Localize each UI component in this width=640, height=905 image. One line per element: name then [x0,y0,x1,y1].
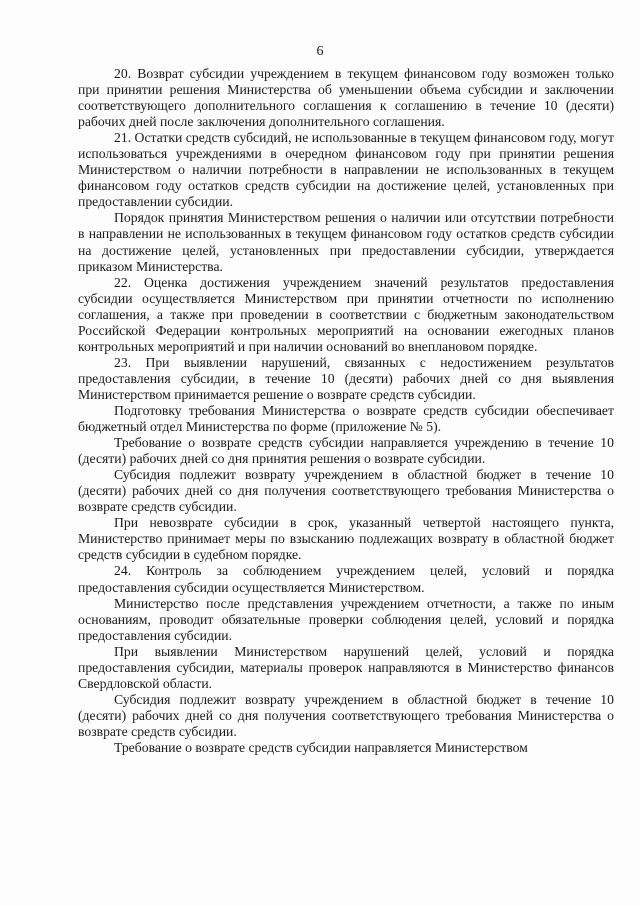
document-body [78,66,614,756]
paragraph-23-return: Субсидия подлежит возврату учреждением в областной бюджет в течение 10 (десяти) рабочих дней со дня получения соответствующего требования Министерства о возврате средств субсидии. [78,467,614,515]
paragraph-24-requirement: Требование о возврате средств субсидии направляется Министерством [114,739,528,755]
paragraph-23-nonreturn: При невозврате субсидии в срок, указанный четвертой настоящего пункта, Министерство принимает меры по взысканию подлежащих возврату в областной бюджет средств субсидии в судебном порядке. [78,515,614,563]
paragraph-20: 20. Возврат субсидии учреждением в текущем финансовом году возможен только при принятии решения Министерства об уменьшении объема субсидии и заключении соответствующего дополнительного соглашения к соглашению в течение 10 (десяти) рабочих дней после заключения дополнительного соглашения. [78,66,614,130]
paragraph-23-requirement: Требование о возврате средств субсидии направляется учреждению в течение 10 (десяти) рабочих дней со дня принятия решения о возврате субсидии. [78,435,614,467]
paragraph-23: 23. При выявлении нарушений, связанных с недостижением результатов предоставления субсидии, в течение 10 (десяти) рабочих дней со дня выявления Министерством принимается решение о возврате средств субсидии. [78,354,614,402]
paragraph-24: 24. Контроль за соблюдением учреждением целей, условий и порядка предоставления субсидии осуществляется Министерством. [78,563,614,595]
paragraph-21: 21. Остатки средств субсидий, не использованные в текущем финансовом году, могут использоваться учреждениями в очередном финансовом году при принятии решения Министерством о наличии потребности в направлении не использованных в текущем финансовом году остатков средств субсидии на достижение целей, установленных при предоставлении субсидии. [78,130,614,210]
paragraph-21-procedure: Порядок принятия Министерством решения о наличии или отсутствии потребности в направлении не использованных в текущем финансовом году остатков средств субсидии на достижение целей, установленных при предоставлении субсидии, утверждается приказом Министерства. [78,210,614,274]
paragraph-22: 22. Оценка достижения учреждением значений результатов предоставления субсидии осуществляется Министерством при принятии отчетности по исполнению соглашения, а также при проведении в соответствии с бюджетным законодательством Российской Федерации контрольных мероприятий на основании ежегодных планов контрольных мероприятий и при наличии оснований во внеплановом порядке. [78,274,614,354]
paragraph-24-violations: При выявлении Министерством нарушений целей, условий и порядка предоставления субсидии, материалы проверок направляются в Министерство финансов Свердловской области. [78,643,614,691]
paragraph-24-return: Субсидия подлежит возврату учреждением в областной бюджет в течение 10 (десяти) рабочих дней со дня получения соответствующего требования Министерства о возврате средств субсидии. [78,691,614,739]
paragraph-24-inspections: Министерство после представления учреждением отчетности, а также по иным основаниям, проводит обязательные проверки соблюдения целей, условий и порядка предоставления субсидии. [78,595,614,643]
paragraph-23-preparation: Подготовку требования Министерства о возврате средств субсидии обеспечивает бюджетный отдел Министерства по форме (приложение № 5). [78,402,614,435]
page-number: 6 [316,44,324,59]
